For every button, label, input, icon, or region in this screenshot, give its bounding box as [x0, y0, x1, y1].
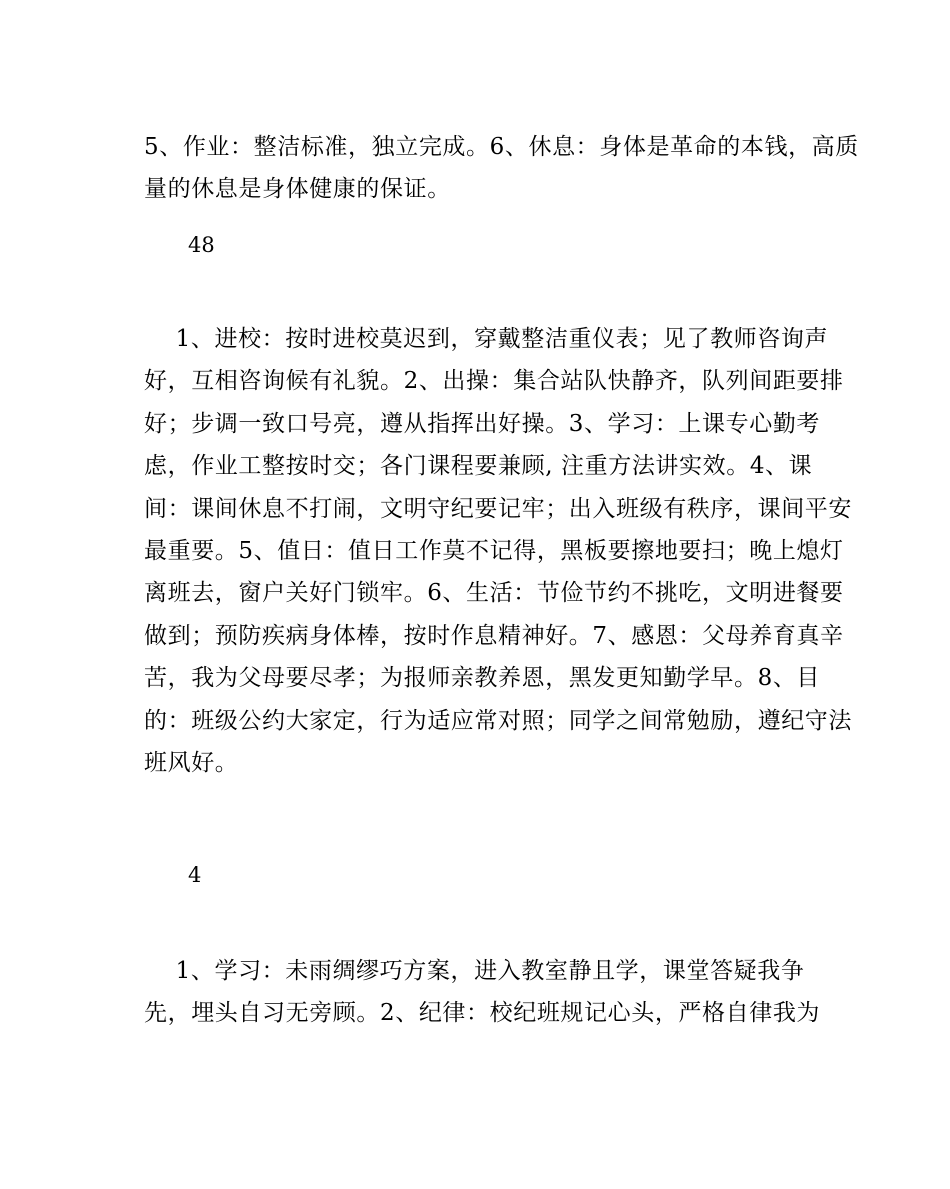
text-line: 好，互相咨询候有礼貌。2、出操：集合站队快静齐，队列间距要排 [144, 368, 844, 395]
text-line: 5、作业：整洁标准，独立完成。6、休息：身体是革命的本钱，高质 [144, 134, 859, 160]
section-number: 48 [188, 233, 215, 257]
text-line: 量的休息是身体健康的保证。 [144, 176, 451, 203]
text-line: 苦，我为父母要尽孝；为报师亲教养恩，黑发更知勤学早。8、目 [144, 665, 821, 692]
section-number: 4 [188, 863, 202, 887]
text-line: 1、学习：未雨绸缪巧方案，进入教室静且学，课堂答疑我争 [144, 958, 805, 984]
paragraph-study-discipline [144, 950, 821, 1035]
text-line: 最重要。5、值日：值日工作莫不记得，黑板要擦地要扫；晚上熄灯 [144, 538, 844, 565]
text-line: 离班去，窗户关好门锁牢。6、生活：节俭节约不挑吃，文明进餐要 [144, 580, 844, 607]
text-line: 好；步调一致口号亮，遵从指挥出好操。3、学习：上课专心勤考 [144, 410, 821, 437]
text-line: 做到；预防疾病身体棒，按时作息精神好。7、感恩：父母养育真辛 [144, 622, 844, 649]
text-line: 间：课间休息不打闹，文明守纪要记牢；出入班级有秩序，课间平安 [144, 495, 852, 522]
text-line: 先，埋头自习无旁顾。2、纪律：校纪班规记心头，严格自律我为 [144, 1000, 821, 1027]
text-line: 1、进校：按时进校莫迟到，穿戴整洁重仪表；见了教师咨询声 [144, 326, 829, 352]
paragraph-homework-rest [144, 126, 859, 211]
text-line: 虑，作业工整按时交；各门课程要兼顾, 注重方法讲实效。4、课 [144, 453, 813, 480]
text-line: 班风好。 [144, 750, 239, 777]
paragraph-class-convention [144, 318, 852, 784]
text-line: 的：班级公约大家定，行为适应常对照；同学之间常勉励，遵纪守法 [144, 707, 852, 734]
